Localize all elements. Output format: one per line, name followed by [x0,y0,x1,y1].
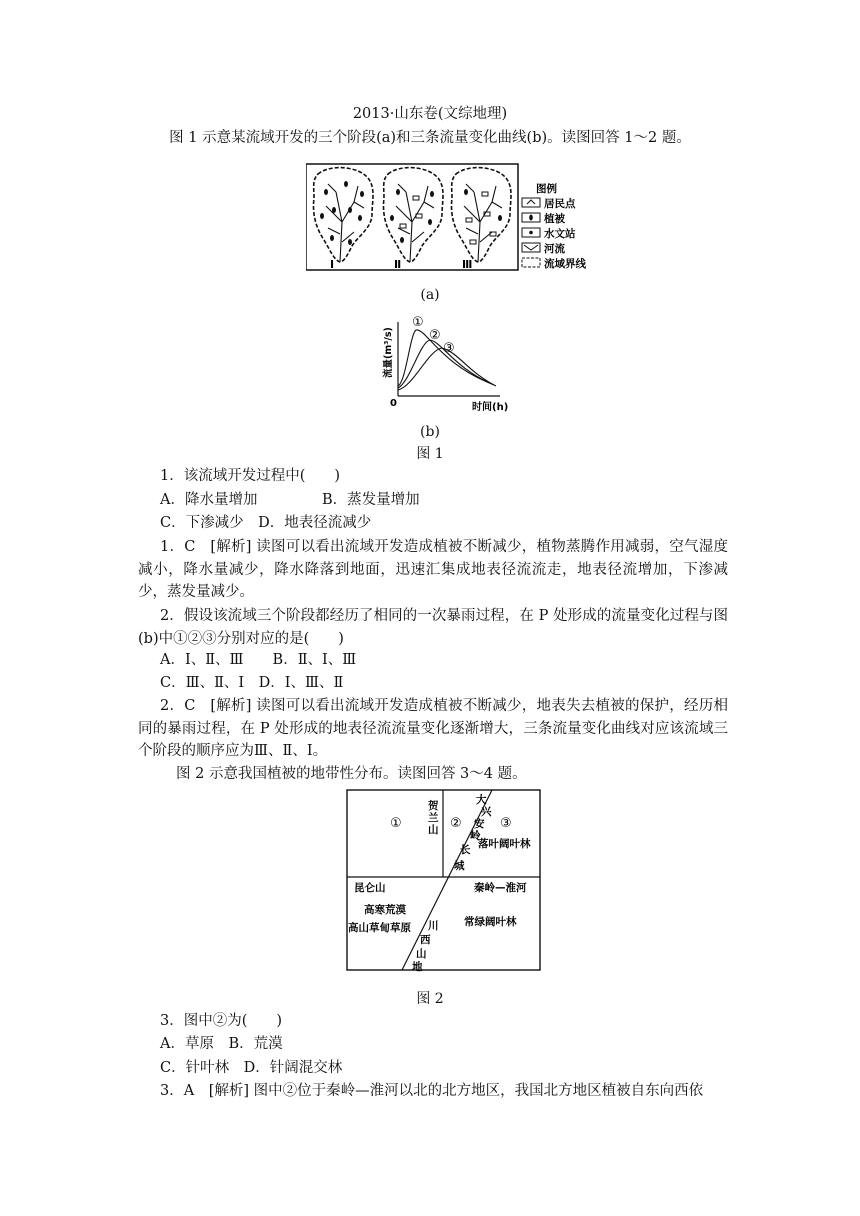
question-1-answer: 1．C [解析] 读图可以看出流域开发造成植被不断减少，植物蒸腾作用减弱，空气湿度减小，降水量减少，降水降落到地面，迅速汇集成地表径流流走，地表径流增加，下渗减少，蒸发量减少。 [138,539,728,600]
region-2-label: ② [450,816,462,831]
question-1-option-b: B．蒸发量增加 [322,492,420,508]
kunlun-label: 昆仑山 [354,882,386,894]
x-axis-label: 时间(h) [472,402,509,413]
svg-text:城: 城 [454,860,465,872]
intro-figure-2: 图 2 示意我国植被的地带性分布。读图回答 3～4 题。 [176,766,527,782]
western-sichuan-label [412,920,439,973]
stage-3-basin [451,168,511,271]
alpine-meadow-label: 高山草甸草原 [348,922,411,934]
svg-text:图例: 图例 [536,183,557,195]
question-1-option-a: A．降水量增加 [160,492,258,508]
question-2-stem: 2．假设该流域三个阶段都经历了相同的一次暴雨过程，在 P 处形成的流量变化过程与图(b)中①②③分别对应的是( ) [138,608,728,647]
question-1-options-cd: C．下渗减少 D．地表径流减少 [160,515,372,531]
figure-1a-label: (a) [420,287,440,303]
svg-text:流域界线: 流域界线 [544,258,586,270]
svg-text:兰: 兰 [428,812,439,824]
svg-text:河流: 河流 [544,243,565,255]
svg-text:地: 地 [412,961,423,973]
svg-text:贺: 贺 [428,800,439,812]
svg-text:山: 山 [428,824,439,836]
y-axis-label: 流量(m³/s) [383,327,394,378]
svg-text:Ⅱ: Ⅱ [394,258,402,271]
question-3-stem: 3．图中②为( ) [160,1013,283,1029]
question-3-options-ab: A．草原 B．荒漠 [160,1036,283,1052]
svg-text:川: 川 [428,920,439,932]
figure-1-caption: 图 1 [416,446,444,462]
curve-1 [398,330,492,386]
svg-text:居民点: 居民点 [544,198,576,210]
svg-text:大: 大 [476,794,487,806]
svg-text:水文站: 水文站 [544,228,576,240]
question-1-stem: 1．该流域开发过程中( ) [160,468,341,484]
svg-text:植被: 植被 [544,213,565,225]
svg-text:兴: 兴 [481,806,492,818]
figure-1a-legend [522,182,586,270]
question-2-options-cd: C．Ⅲ、Ⅱ、Ⅰ D．Ⅰ、Ⅲ、Ⅱ [160,675,344,691]
question-3-answer: 3．A [解析] 图中②位于秦岭—淮河以北的北方地区，我国北方地区植被自东向西依 [160,1083,704,1099]
question-3-options-cd: C．针叶林 D．针阔混交林 [160,1060,343,1076]
region-3-label: ③ [500,816,512,831]
origin-label: 0 [390,398,397,409]
question-2-answer: 2．C [解析] 读图可以看出流域开发造成植被不断减少，地表失去植被的保护，经历相同的暴雨过程，在 P 处形成的地表径流流量变化逐渐增大，三条流量变化曲线对应该流域三个阶段的顺序应为Ⅲ、Ⅱ、Ⅰ。 [138,698,728,759]
deciduous-forest-label: 落叶阔叶林 [478,838,531,850]
document-title: 2013·山东卷(文综地理) [352,106,508,122]
figure-1a-watershed-stages [306,162,598,274]
svg-text:西: 西 [420,934,431,946]
evergreen-forest-label: 常绿阔叶林 [464,916,517,928]
diagonal-divider [402,790,492,970]
daxinganling-label [470,793,492,842]
stage-2-basin [383,168,443,271]
figure-2-vegetation-zones [346,789,542,973]
curve-label-3: ③ [443,341,455,356]
svg-text:Ⅲ: Ⅲ [462,258,473,271]
svg-text:岭: 岭 [470,830,481,842]
qinling-label: 秦岭—淮河 [474,882,527,894]
intro-figure-1: 图 1 示意某流域开发的三个阶段(a)和三条流量变化曲线(b)。读图回答 1～2 题。 [169,130,691,146]
svg-text:Ⅰ: Ⅰ [330,258,335,271]
svg-text:山: 山 [416,948,427,960]
curve-label-1: ① [412,315,424,330]
alpine-desert-label: 高寒荒漠 [364,904,406,916]
stage-1-basin [313,168,373,271]
great-wall-label [454,843,471,872]
curve-label-2: ② [429,328,441,343]
svg-text:安: 安 [474,818,485,830]
svg-text:长: 长 [460,844,471,856]
figure-2-caption: 图 2 [416,991,444,1007]
question-2-options-ab: A．Ⅰ、Ⅱ、Ⅲ B．Ⅱ、Ⅰ、Ⅲ [160,652,357,668]
figure-1b-hydrograph [374,310,514,420]
figure-1b-label: (b) [420,424,440,440]
helan-mountain-label [428,799,439,836]
region-1-label: ① [390,816,402,831]
